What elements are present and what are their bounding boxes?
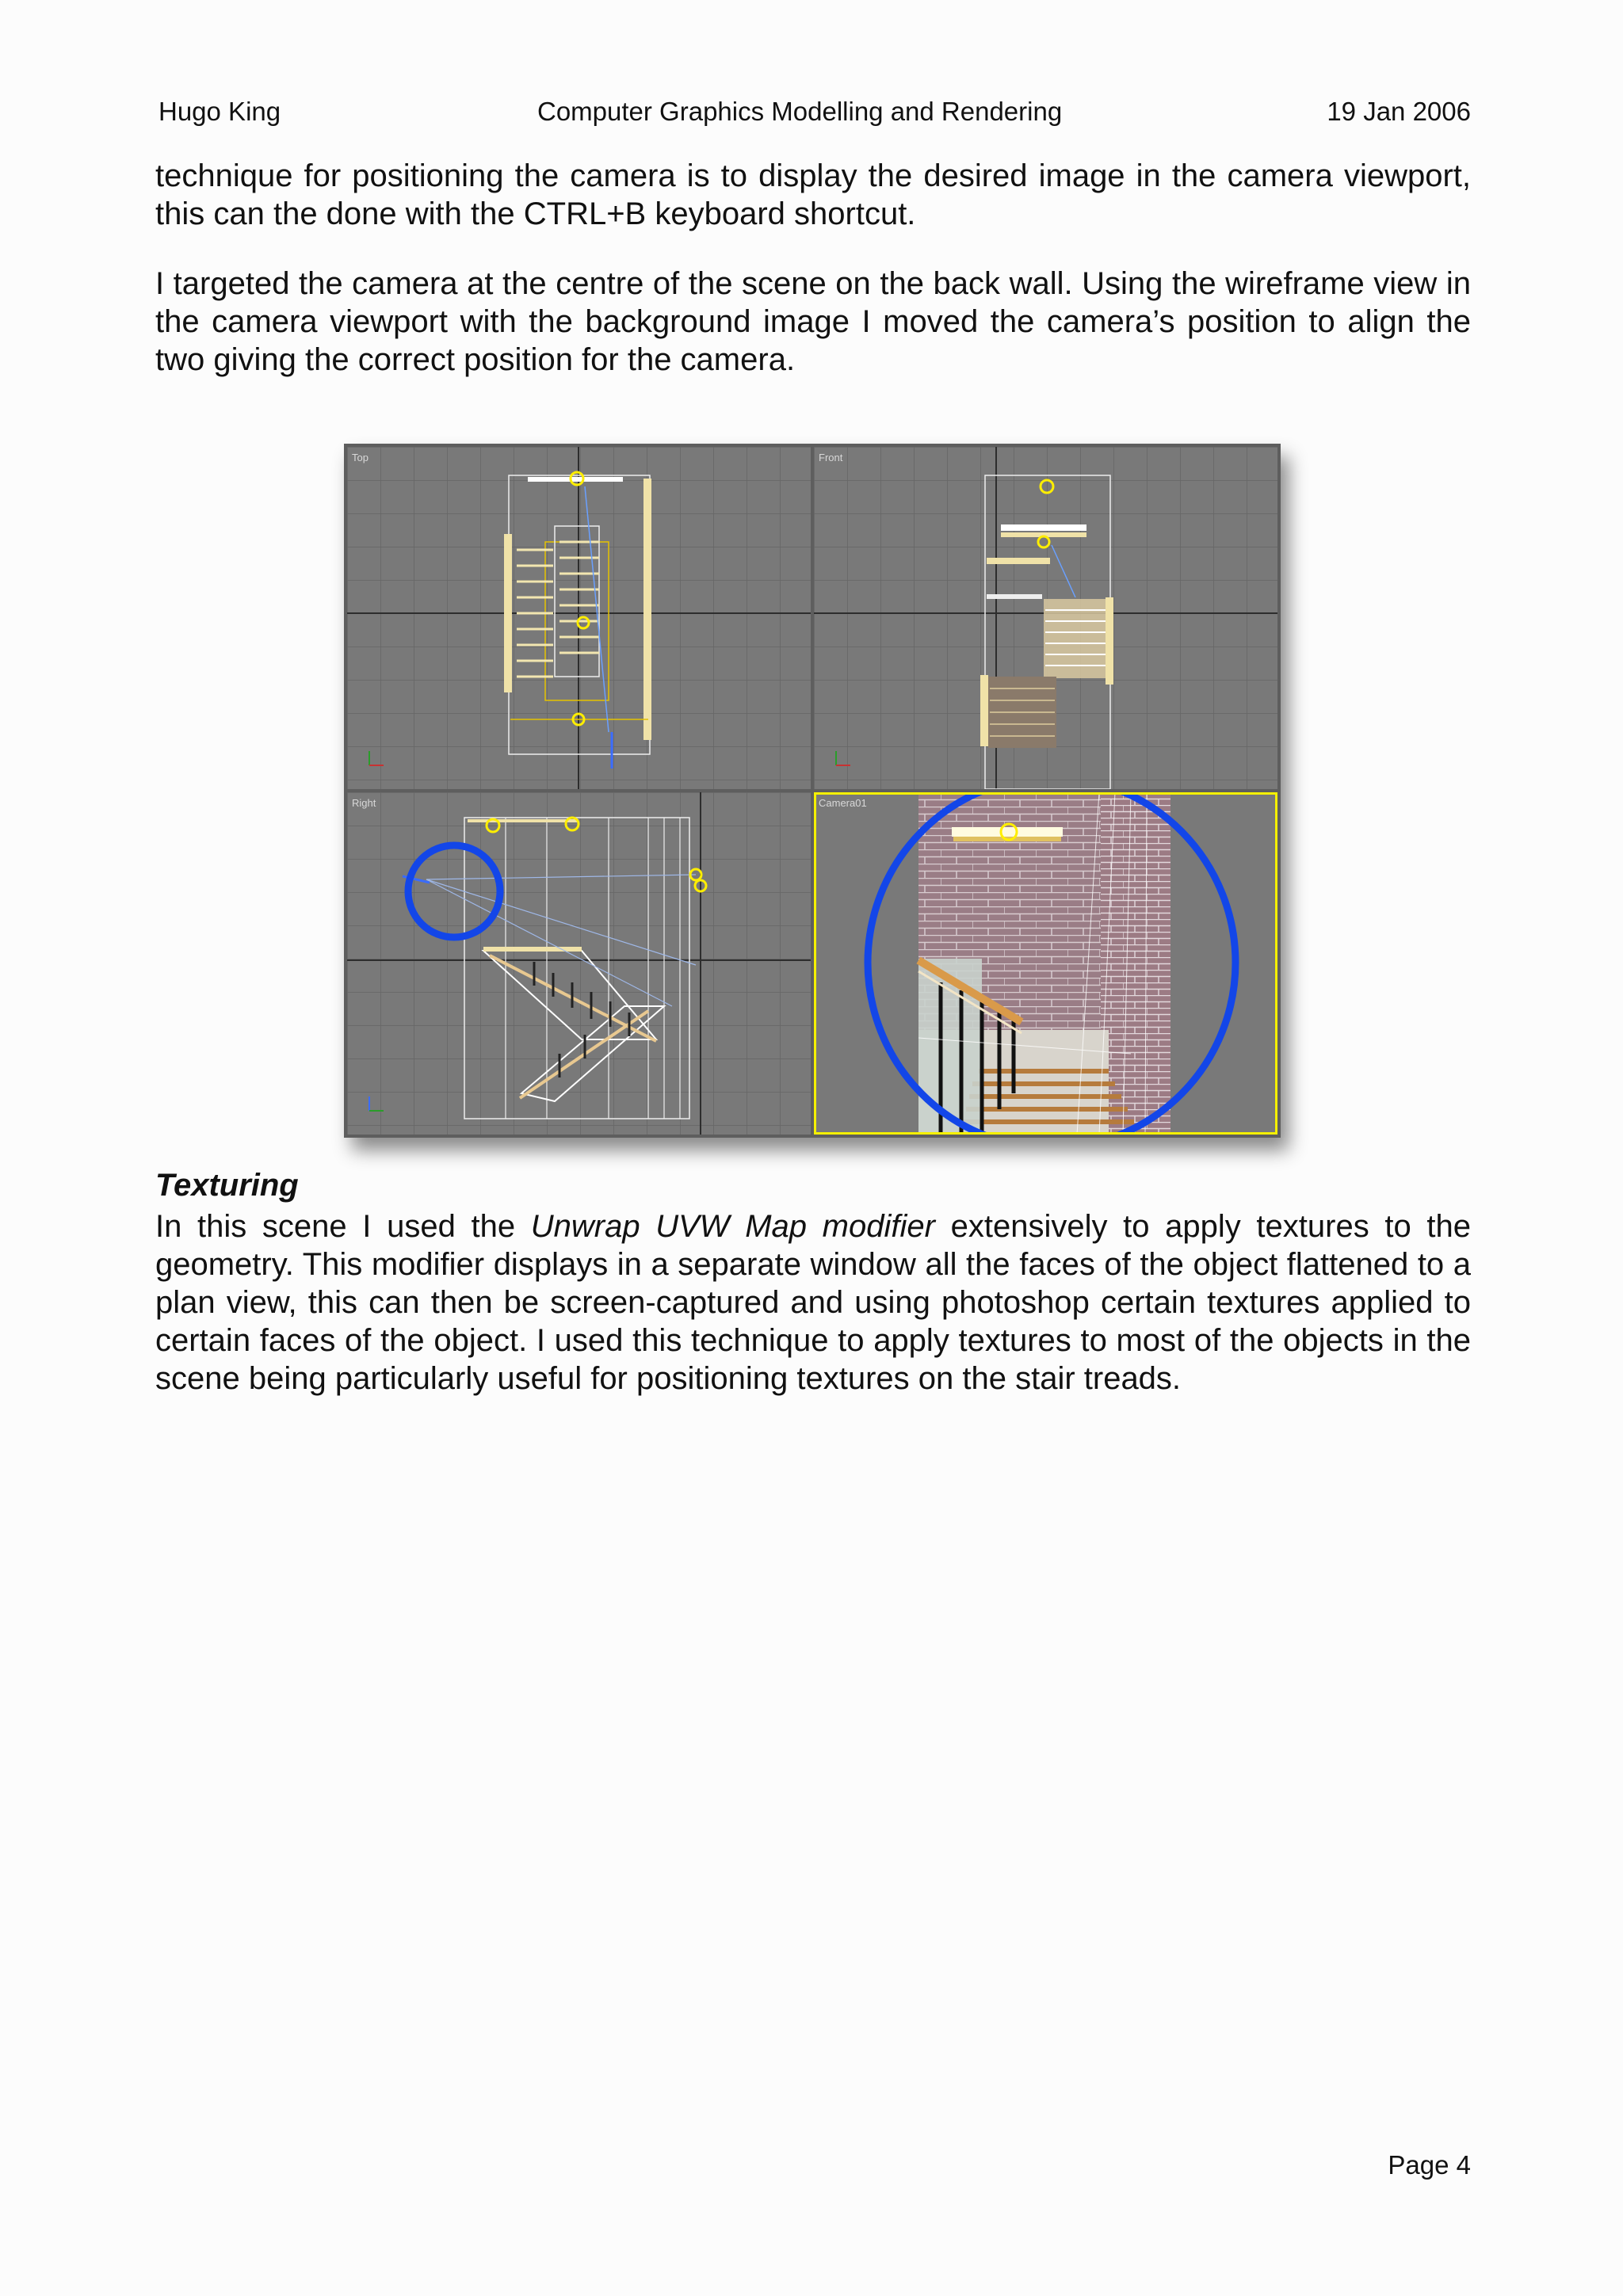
texturing-text-pre: In this scene I used the [155, 1209, 531, 1244]
header-title: Computer Graphics Modelling and Rendering [537, 97, 1063, 126]
viewport-label-top: Top [352, 452, 369, 463]
page-number: Page 4 [1388, 2150, 1471, 2180]
viewport-label-right: Right [352, 797, 376, 809]
viewport-right [347, 792, 811, 1135]
viewport-top [347, 447, 811, 789]
viewport-figure [344, 444, 1281, 1138]
paragraph-camera-target: I targeted the camera at the centre of the scene on the back wall. Using the wireframe view in the camera viewport with the background image I moved the camera’s position to align the two giving the correct position for the camera. [155, 266, 1471, 377]
viewport-label-front: Front [819, 452, 843, 463]
texturing-text-emphasis: Unwrap UVW Map modifier [530, 1209, 935, 1244]
section-title-texturing: Texturing [155, 1168, 299, 1203]
header-author: Hugo King [158, 97, 281, 126]
right-view-drawing [347, 792, 811, 1135]
header-date: 19 Jan 2006 [1327, 97, 1471, 126]
texturing-text-post: extensively to apply textures to the geometry. This modifier displays in a separate window all the faces of the object flattened to a plan view, this can then be screen-captured and using photoshop certain textures applied to certain faces of the object. I used this technique to apply textures to most of the objects in the scene being particularly useful for positioning textures on the stair treads. [155, 1209, 1471, 1396]
viewport-front [814, 447, 1277, 789]
paragraph-texturing [155, 1207, 1471, 1398]
camera-view-render [814, 792, 1277, 1135]
viewport-label-camera: Camera01 [819, 797, 867, 809]
front-view-drawing [814, 447, 1277, 789]
viewport-camera [814, 792, 1277, 1135]
top-view-drawing [347, 447, 811, 789]
paragraph-camera-technique: technique for positioning the camera is to display the desired image in the camera viewport, this can the done with the CTRL+B keyboard shortcut. [155, 158, 1471, 231]
